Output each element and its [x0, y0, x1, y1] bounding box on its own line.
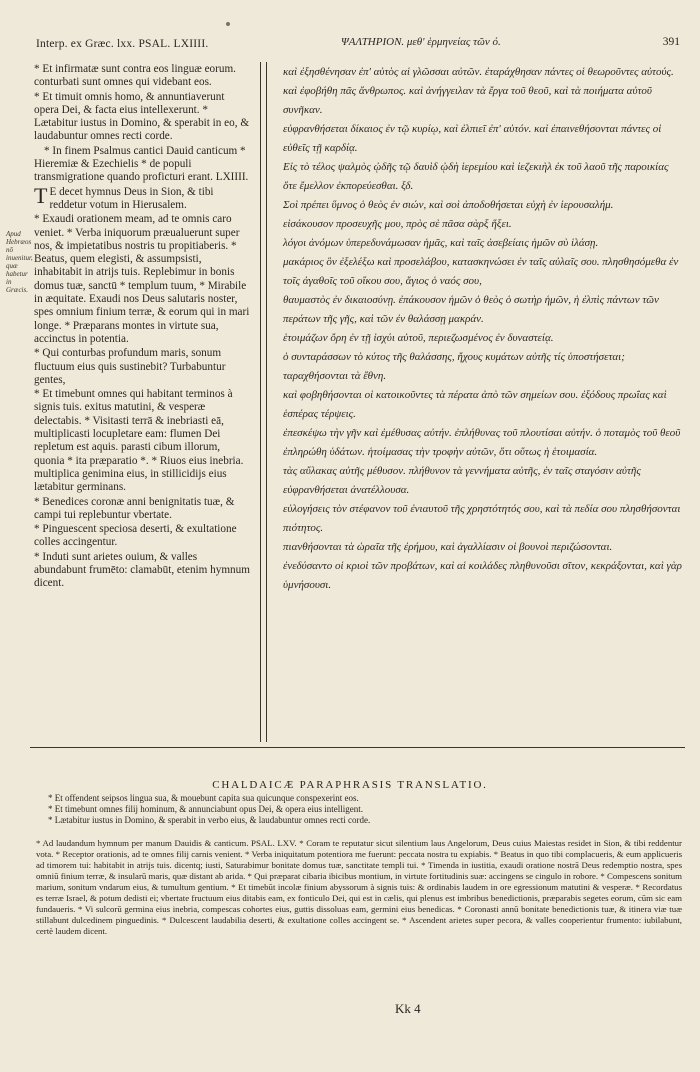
greek-verse: εἰσάκουσον προσευχῆς μου, πρὸς σὲ πᾶσα σὰρξ ἥξει. — [283, 218, 512, 230]
folio-number: 391 — [662, 36, 680, 48]
latin-paragraph-initial: TE decet hymnus Deus in Sion, & tibi reddetur votum in Hierusalem. — [34, 182, 214, 211]
latin-paragraph: * Exaudi orationem meam, ad te omnis caro veniet. * Verba iniquorum præualuerunt super nos, & impietatibus nostris tu propitiaberis. * Beatus, quem elegisti, & assumpsisti, inhabitabit in atrijs tuis. Replebimur in bonis domus tuæ, sanctū * templum tuum, * Mirabile in æquitate. Exaudi nos Deus salutaris noster, spes omnium finium terræ, & eorum qui in mari longe. * Præparans montes in virtute sua, accinctus in potentia. — [34, 213, 250, 345]
margin-note: Apud Hebræos nō inuenitur, quæ habetur in Græcis. — [6, 230, 33, 294]
chaldaic-note: * Lætabitur iustus in Domino, & sperabit in verbo eius, & laudabuntur omnes recti corde. — [48, 815, 371, 825]
chaldaic-note: * Et timebunt omnes filij hominum, & annunciabunt opus Dei, & opera eius intelligent. — [48, 804, 363, 814]
latin-paragraph: * Induti sunt arietes ouium, & valles abundabunt frumēto: clamabūt, etenim hymnum dicent. — [34, 550, 250, 590]
greek-verse: ἐπεσκέψω τὴν γῆν καὶ ἐμέθυσας αὐτήν. ἐπλήθυνας τοῦ πλουτίσαι αὐτήν. ὁ ποταμὸς τοῦ θεοῦ ἐπληρώθη ὑδάτων. ἡτοίμασας τὴν τροφὴν αὐτῶν, ὅτι οὕτως ἡ ἑτοιμασία. — [283, 427, 681, 458]
greek-verse: τὰς αὔλακας αὐτῆς μέθυσον. πλήθυνον τὰ γεννήματα αὐτῆς, ἐν ταῖς σταγόσιν αὐτῆς εὐφρανθήσεται ἀνατέλλουσα. — [283, 465, 641, 496]
greek-verse: θαυμαστὸς ἐν δικαιοσύνῃ. ἐπάκουσον ἡμῶν ὁ θεὸς ὁ σωτὴρ ἡμῶν, ἡ ἐλπὶς πάντων τῶν περάτων τῆς γῆς, καὶ τῶν ἐν θαλάσσῃ μακράν. — [283, 294, 659, 325]
greek-verse: ἑτοιμάζων ὄρη ἐν τῇ ἰσχύι αὐτοῦ, περιεζωσμένος ἐν δυναστείᾳ. — [283, 332, 554, 344]
chaldaic-notes — [48, 793, 668, 826]
chaldaic-title: CHALDAICÆ PARAPHRASIS TRANSLATIO. — [212, 779, 488, 791]
greek-column — [277, 63, 682, 595]
signature-mark: Kk 4 — [395, 1001, 421, 1016]
ink-dot — [226, 22, 230, 26]
greek-verse: ἐνεδύσαντο οἱ κριοὶ τῶν προβάτων, καὶ αἱ κοιλάδες πληθυνοῦσι σῖτον, κεκράξονται, καὶ γὰρ ὑμνήσουσι. — [283, 560, 682, 591]
latin-paragraph: * Et timuit omnis homo, & annuntiaverunt opera Dei, & facta eius intellexerunt. * Lætabitur iustus in Domino, & sperabit in eo, & laudabuntur omnes recti corde. — [34, 90, 250, 143]
column-rule — [266, 62, 267, 742]
greek-verse: λόγοι ἀνόμων ὑπερεδυνάμωσαν ἡμᾶς, καὶ ταῖς ἀσεβείαις ἡμῶν σὺ ἱλάσῃ. — [283, 237, 599, 249]
psalm-title-latin: * In finem Psalmus cantici Dauid canticum * Hieremiæ & Ezechielis * de populi transmigratione quando proficturi erant. LXIIII. — [34, 144, 249, 184]
greek-verse: εὐλογήσεις τὸν στέφανον τοῦ ἐνιαυτοῦ τῆς χρηστότητός σου, καὶ τὰ πεδία σου πλησθήσονται πιότητος. — [283, 503, 681, 534]
latin-paragraph: * Et infirmatæ sunt contra eos linguæ eorum. conturbati sunt omnes qui videbant eos. — [34, 63, 236, 89]
running-header — [36, 38, 680, 60]
latin-paragraph: * Et timebunt omnes qui habitant terminos à signis tuis. exitus matutini, & vesperæ delectabis. * Visitasti terrā & inebriasti eā, multiplicasti locupletare eam: flumen Dei repletum est aquis. parasti cibum illorum, quonia * ita præparatio *. * Riuos eius inebria. multiplica genimina eius, in stillicidijs eius lætabitur germinans. — [34, 388, 244, 494]
greek-verse: καὶ ἐφοβήθη πᾶς ἄνθρωπος. καὶ ἀνήγγειλαν τὰ ἔργα τοῦ θεοῦ, καὶ τὰ ποιήματα αὐτοῦ συνῆκαν. — [283, 85, 652, 116]
greek-verse: καὶ ἐξησθένησαν ἐπ' αὐτὸς αἱ γλῶσσαι αὐτῶν. ἐταράχθησαν πάντες οἱ θεωροῦντες αὐτούς. — [283, 66, 674, 78]
section-rule — [30, 747, 685, 748]
chaldaic-note: * Et offendent seipsos lingua sua, & mouebunt capita sua quicunque conspexerint eos. — [48, 793, 359, 803]
greek-verse: εὐφρανθήσεται δίκαιος ἐν τῷ κυρίῳ, καὶ ἐλπιεῖ ἐπ' αὐτόν. καὶ ἐπαινεθήσονται πάντες οἱ εὐθεῖς τῇ καρδίᾳ. — [283, 123, 662, 154]
latin-column — [34, 63, 252, 592]
latin-paragraph: * Benedices coronæ anni benignitatis tuæ, & campi tui replebuntur vbertate. — [34, 495, 235, 521]
psalm-title-greek: Εἰς τὸ τέλος ψαλμὸς ᾠδῆς τῷ δαυὶδ ᾠδὴ ἱερεμίου καὶ ἰεζεκιὴλ ἐκ τοῦ λαοῦ τῆς παροικίας ὅτε ἔμελλον ἐκπορεύεσθαι. ξδ. — [283, 161, 669, 192]
greek-verse: Σοὶ πρέπει ὕμνος ὁ θεὸς ἐν σιών, καὶ σοὶ ἀποδοθήσεται εὐχὴ ἐν ἱερουσαλήμ. — [283, 199, 614, 211]
column-rule — [260, 62, 261, 742]
greek-verse: καὶ φοβηθήσονται οἱ κατοικοῦντες τὰ πέρατα ἀπὸ τῶν σημείων σου. ἐξόδους πρωΐας καὶ ἑσπέρας τέρψεις. — [283, 389, 667, 420]
greek-verse: πιανθήσονται τὰ ὡραῖα τῆς ἐρήμου, καὶ ἀγαλλίασιν οἱ βουνοὶ περιζώσονται. — [283, 541, 613, 553]
latin-paragraph: * Pinguescent speciosa deserti, & exultatione colles accingentur. — [34, 523, 237, 549]
header-latin: Interp. ex Græc. lxx. PSAL. LXIIII. — [36, 38, 209, 50]
header-greek: ΨΑΛΤΗΡΙΟΝ. μεθ' ἑρμηνείας τῶν ό. — [341, 36, 501, 48]
greek-verse: μακάριος ὃν ἐξελέξω καὶ προσελάβου, κατασκηνώσει ἐν ταῖς αὐλαῖς σου. πλησθησόμεθα ἐν τοῖς ἀγαθοῖς τοῦ οἴκου σου, ἅγιος ὁ ναός σου, — [283, 256, 679, 287]
latin-paragraph: * Qui conturbas profundum maris, sonum fluctuum eius quis sustinebit? Turbabuntur gentes, — [34, 347, 226, 386]
chaldaic-body: * Ad laudandum hymnum per manum Dauidis & canticum. PSAL. LXV. * Coram te reputatur sicut silentium laus Angelorum, Deus cuius Maiestas residet in Sion, & tibi reddentur vota. * Receptor orationis, ad te omnes filij carnis venient. * Verba iniquitatum potentiora me fuerunt: peccata nostra tu expiabis. * Beatus in quo tibi complacueris, & eum applicueris ad timorem tui: habitabit in atrijs tuis. dicentq; iusti, Saturabimur bonitate domus tuæ, sanctitate templi tui. * Timenda in iustitia, exaudi oratione nostrā Deus redemptio nostra, spes omniū finium terræ, & insularū maris, quæ distant ab arida. * Qui præparat cibaria ibicibus montium, in virtute fortitudinis suæ: accingens se cingulo in robore. * Compescens sonitum marium, sonitum vndarum eius, & tumultum gentium. * Et timebūt incolæ finium abyssorum à signis tuis: & ordinabis laudem in ore egressionum matutini & vesperæ. * Recordatus es terræ Israel, & potum dedisti ei; vbertate fructuum eius ditabis eam, ex fonticulo Dei, qui est in cælis, qui plenus est imbribus benedictionis, præparabis segetes eorum, cūm sic eam fundaueris. * Vi sulcorū germina eius inebria, compescas cohortes eius, guttis dissoluas eam, germini eius benedicas. * Coronasti annū bonitate benedictionis tuæ, & itinera viæ tuæ stillabunt dulcedinem pinguedinis. * Dulcescent laudabilia deserti, & exultatione colles accingent se. * Ascendent arietes super pecora, & valles cooperientur frumento: iubilabunt, certè laudem dicent. — [36, 838, 682, 936]
greek-verse: ὁ συνταράσσων τὸ κύτος τῆς θαλάσσης, ἤχους κυμάτων αὐτῆς τίς ὑποστήσεται; ταραχθήσονται τὰ ἔθνη. — [283, 351, 625, 382]
